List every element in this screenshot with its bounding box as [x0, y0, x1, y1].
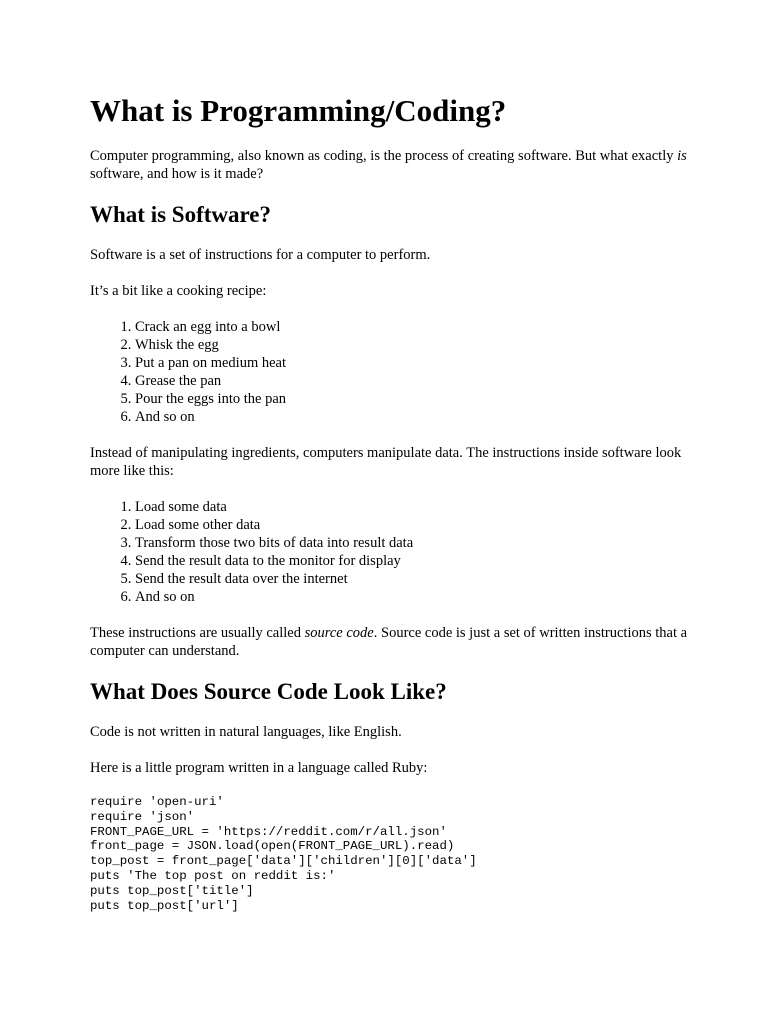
instructions-list	[90, 498, 690, 606]
natural-language-paragraph: Code is not written in natural languages, like English.	[90, 724, 402, 740]
intro-text-after: software, and how is it made?	[90, 166, 264, 182]
data-manipulation-paragraph: Instead of manipulating ingredients, computers manipulate data. The instructions inside software look more like this:	[90, 445, 682, 479]
code-line: require 'json'	[90, 809, 195, 824]
intro-paragraph	[90, 147, 690, 183]
code-line: puts top_post['title']	[90, 883, 254, 898]
code-line: puts top_post['url']	[90, 898, 239, 913]
list-item: 6. And so on	[135, 588, 690, 606]
source-code-emphasis: source code	[304, 625, 374, 641]
code-line: front_page = JSON.load(open(FRONT_PAGE_URL).read)	[90, 839, 455, 854]
software-definition: Software is a set of instructions for a computer to perform.	[90, 247, 431, 263]
list-item: 2. Whisk the egg	[135, 336, 690, 354]
intro-text-before: Computer programming, also known as coding, is the process of creating software. But what exactly	[90, 148, 678, 164]
section-heading-source-code: What Does Source Code Look Like?	[90, 679, 447, 704]
source-code-paragraph	[90, 624, 690, 660]
list-item: 3. Put a pan on medium heat	[135, 354, 690, 372]
recipe-list	[90, 318, 690, 426]
page-title: What is Programming/Coding?	[90, 93, 507, 128]
list-item: 1. Crack an egg into a bowl	[135, 318, 690, 336]
code-line: FRONT_PAGE_URL = 'https://reddit.com/r/all.json'	[90, 824, 447, 839]
code-line: require 'open-uri'	[90, 795, 224, 809]
list-item: 2. Load some other data	[135, 516, 690, 534]
ruby-intro-paragraph: Here is a little program written in a language called Ruby:	[90, 760, 428, 776]
list-item: 1. Load some data	[135, 498, 690, 516]
code-line: puts 'The top post on reddit is:'	[90, 868, 336, 883]
code-line: top_post = front_page['data']['children'][0]['data']	[90, 854, 477, 869]
list-item: 6. And so on	[135, 408, 690, 426]
document-page	[90, 92, 690, 913]
source-code-text-after: . Source code is just a set of written instructions that a computer can understand.	[90, 625, 688, 659]
list-item: 5. Send the result data over the internet	[135, 570, 690, 588]
list-item: 4. Send the result data to the monitor for display	[135, 552, 690, 570]
code-block	[90, 795, 690, 913]
list-item: 5. Pour the eggs into the pan	[135, 390, 690, 408]
recipe-analogy: It’s a bit like a cooking recipe:	[90, 283, 267, 299]
list-item: 4. Grease the pan	[135, 372, 690, 390]
list-item: 3. Transform those two bits of data into result data	[135, 534, 690, 552]
intro-emphasis: is	[677, 148, 687, 164]
section-heading-software: What is Software?	[90, 202, 272, 227]
source-code-text-before: These instructions are usually called	[90, 625, 305, 641]
